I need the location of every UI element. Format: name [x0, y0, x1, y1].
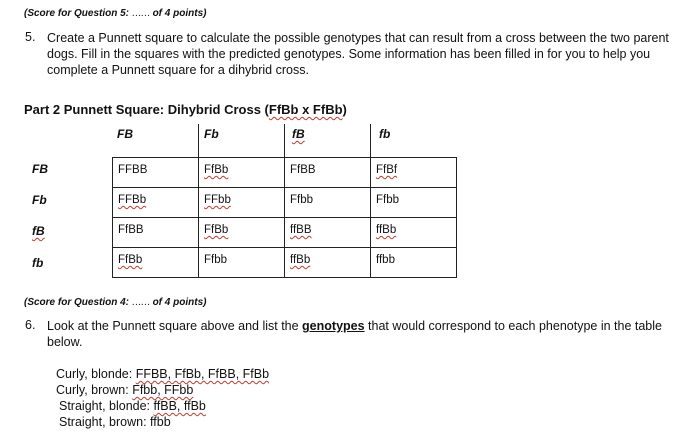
answer-line[interactable] [56, 382, 193, 398]
phenotype-label: Straight, brown: [59, 415, 147, 429]
punnett-cell[interactable]: ffBb [285, 248, 371, 278]
table-row [113, 218, 457, 248]
score-line-q5 [24, 8, 206, 19]
table-row [113, 248, 457, 278]
punnett-cell[interactable]: FFBb [113, 188, 199, 218]
row-header: fB [32, 224, 45, 238]
table-row [113, 158, 457, 188]
column-header-fb-lower-upper: fB [292, 127, 305, 141]
score-blank: …… [131, 297, 150, 308]
punnett-square-grid [112, 157, 457, 278]
punnett-cell[interactable]: FFbb [199, 188, 285, 218]
column-header-fb-mixed: Fb [204, 127, 219, 141]
header-divider [198, 124, 199, 157]
score-suffix: of 4 points) [152, 297, 207, 308]
score-line-q4 [24, 297, 206, 308]
question-6-text-before: Look at the Punnett square above and list the [47, 319, 303, 333]
genotypes-keyword: genotypes [302, 319, 365, 333]
row-header: fb [32, 256, 44, 270]
genotype-answer[interactable]: ffBB, ffBb [153, 399, 206, 413]
punnett-cell[interactable]: FfBb [199, 158, 285, 188]
genotype-answer[interactable]: Ffbb, FFbb [132, 383, 194, 397]
genotype-answer[interactable]: ffbb [150, 415, 171, 429]
phenotype-label: Curly, brown: [56, 383, 129, 397]
part-title-suffix: ) [342, 102, 347, 117]
table-row [113, 188, 457, 218]
row-header: Fb [32, 193, 47, 207]
phenotype-label: Straight, blonde: [59, 399, 151, 413]
punnett-cell[interactable]: FfBB [285, 158, 371, 188]
punnett-cell[interactable]: ffBb [371, 218, 457, 248]
question-5-text: Create a Punnett square to calculate the possible genotypes that can result from a cross between the two parent dogs. Fill in the squares with the predicted genotypes. Some information has been filled in for you to help you complete a Punnett square for a dihybrid cross. [47, 31, 669, 77]
punnett-cell[interactable]: Ffbb [199, 248, 285, 278]
question-6-text-after: that would correspond to each phenotype in the table below. [47, 319, 662, 349]
punnett-cell[interactable]: FfBB [113, 218, 199, 248]
answer-line[interactable] [56, 366, 269, 382]
cross-notation: FfBb x FfBb [268, 102, 343, 117]
punnett-cell[interactable]: Ffbb [285, 188, 371, 218]
punnett-cell[interactable]: FfBb [113, 248, 199, 278]
answer-line[interactable] [59, 398, 206, 414]
phenotype-label: Curly, blonde: [56, 367, 133, 381]
column-header-fb-lower: fb [379, 127, 391, 141]
score-suffix: of 4 points) [152, 8, 207, 19]
question-6-number: 6. [25, 318, 36, 332]
header-divider [370, 124, 371, 157]
punnett-cell[interactable]: ffBB [285, 218, 371, 248]
row-header: FB [32, 162, 48, 176]
part-2-title [24, 102, 347, 117]
answer-line[interactable] [59, 414, 171, 430]
part-title-prefix: Part 2 Punnett Square: Dihybrid Cross ( [24, 102, 269, 117]
genotype-answer[interactable]: FFBB, FfBb, FfBB, FfBb [135, 367, 270, 381]
punnett-cell[interactable]: Ffbb [371, 188, 457, 218]
score-prefix: (Score for Question 4: [24, 297, 130, 308]
punnett-cell[interactable]: FfBb [199, 218, 285, 248]
column-header-fb-upper: FB [117, 127, 133, 141]
score-blank: …… [131, 8, 150, 19]
score-prefix: (Score for Question 5: [24, 8, 130, 19]
punnett-cell[interactable]: ffbb [371, 248, 457, 278]
question-5-number: 5. [25, 30, 36, 44]
question-6-text [47, 318, 687, 350]
punnett-cell[interactable]: FFBB [113, 158, 199, 188]
punnett-cell[interactable]: FfBf [371, 158, 457, 188]
header-divider [284, 124, 285, 157]
